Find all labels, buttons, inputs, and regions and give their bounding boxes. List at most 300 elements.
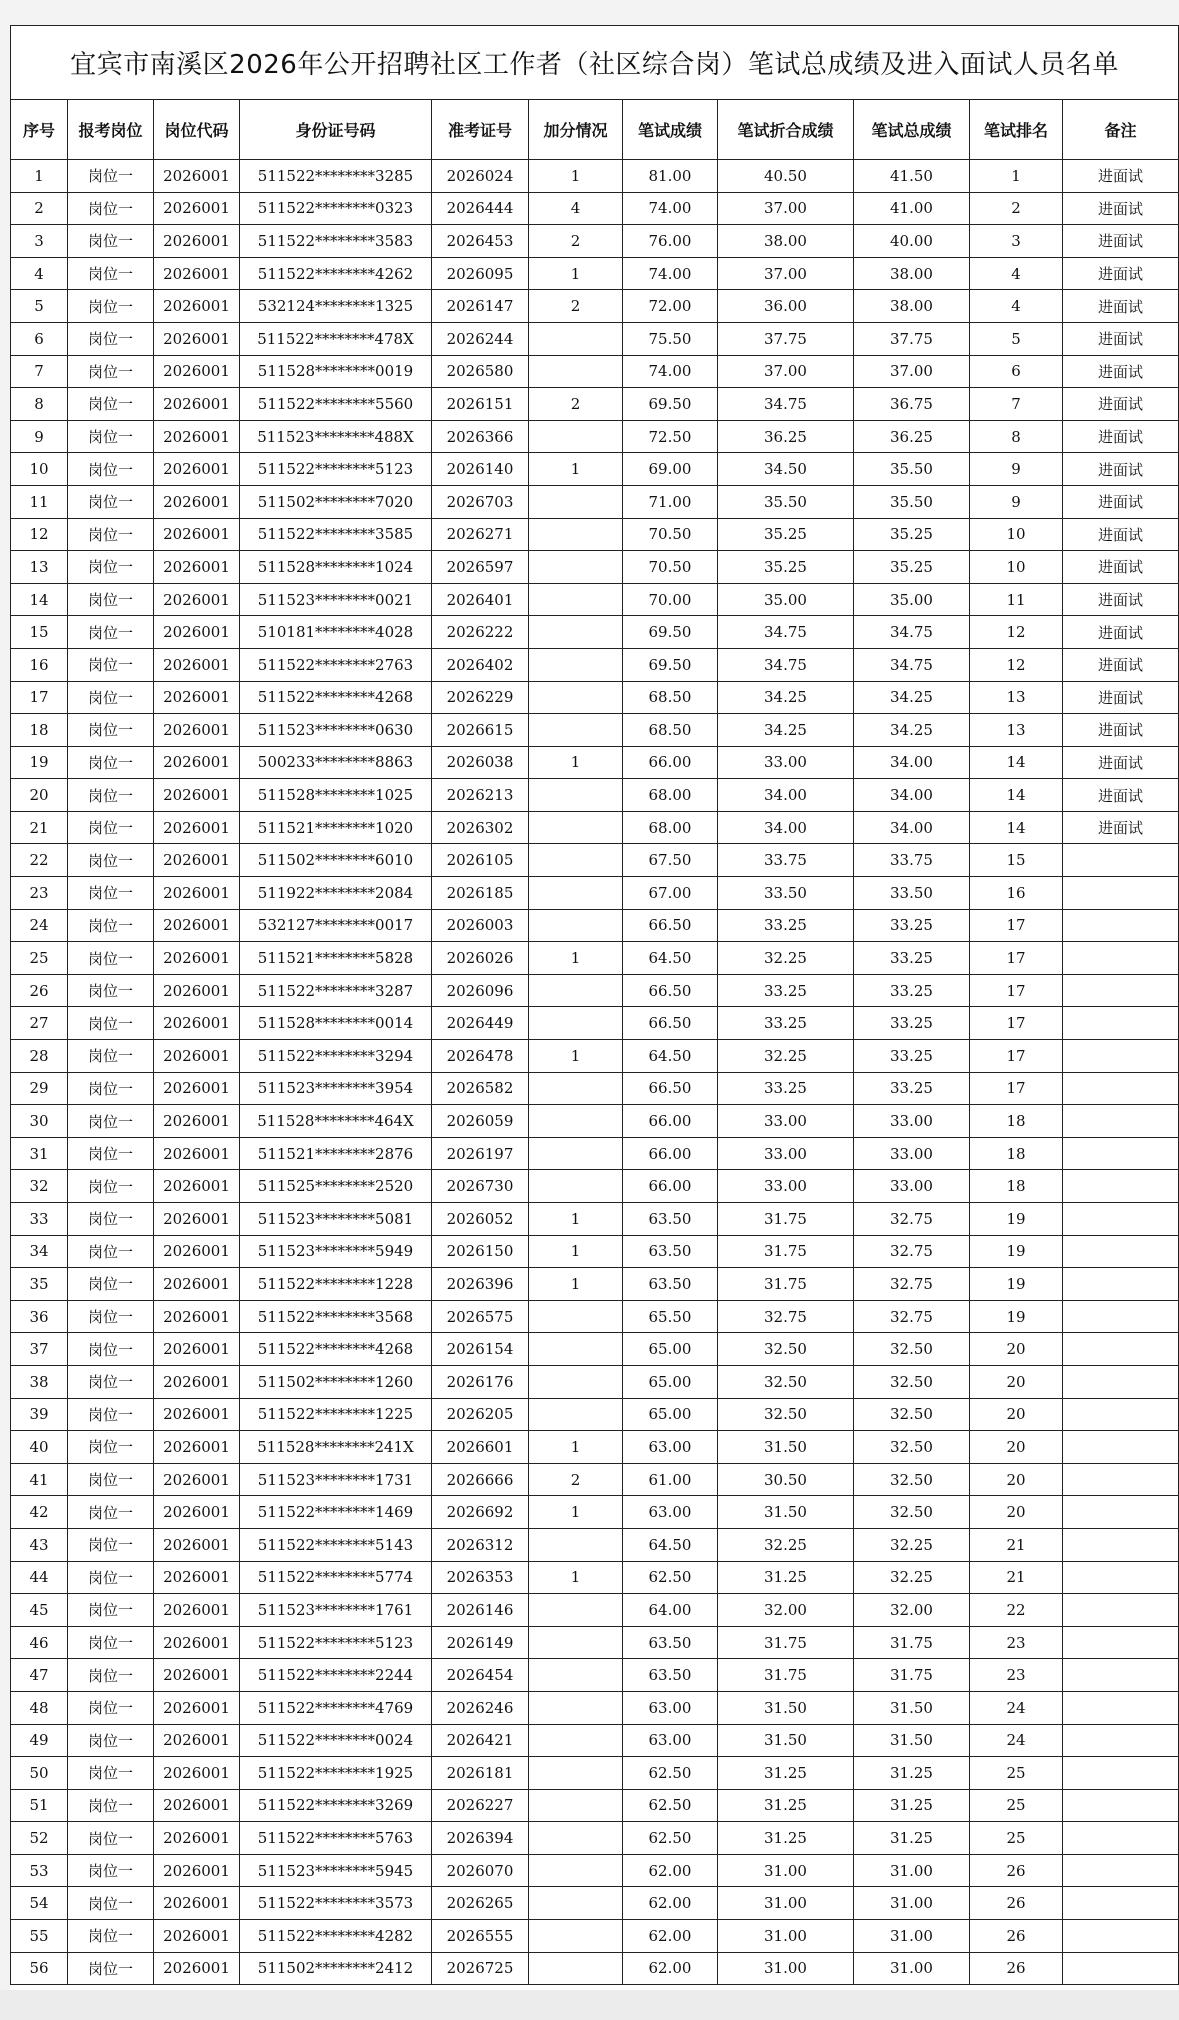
col-total-score-cell: 32.50: [854, 1398, 970, 1431]
col-seq-cell: 40: [11, 1431, 68, 1464]
col-id-number-cell: 511522********3585: [240, 518, 432, 551]
col-id-number-cell: 511522********5763: [240, 1822, 432, 1855]
col-post-cell: 岗位一: [68, 1594, 154, 1627]
col-remark-cell: [1063, 1691, 1179, 1724]
col-post-code-cell: 2026001: [154, 616, 240, 649]
col-post-cell: 岗位一: [68, 1365, 154, 1398]
col-remark-cell: [1063, 1333, 1179, 1366]
col-bonus-cell: 2: [529, 290, 623, 323]
col-written-score-cell: 66.00: [623, 746, 718, 779]
col-total-score-cell: 31.25: [854, 1789, 970, 1822]
col-exam-number-cell: 2026449: [432, 1007, 529, 1040]
col-post-cell: 岗位一: [68, 290, 154, 323]
col-remark-cell: [1063, 1463, 1179, 1496]
col-exam-number-cell: 2026555: [432, 1920, 529, 1953]
col-seq-cell: 29: [11, 1072, 68, 1105]
col-post-cell: 岗位一: [68, 453, 154, 486]
page-bottom-shadow: [0, 1990, 1179, 2020]
col-seq-cell: 47: [11, 1659, 68, 1692]
col-written-score-cell: 64.50: [623, 1528, 718, 1561]
table-row: [11, 648, 1179, 681]
col-post-cell: 岗位一: [68, 1333, 154, 1366]
col-id-number-cell: 511523********5949: [240, 1235, 432, 1268]
col-remark-cell: 进面试: [1063, 681, 1179, 714]
col-exam-number-cell: 2026615: [432, 714, 529, 747]
col-post-cell: 岗位一: [68, 974, 154, 1007]
table-row: [11, 1105, 1179, 1138]
col-written-score-cell: 63.00: [623, 1431, 718, 1464]
table-row: [11, 225, 1179, 258]
col-post-cell: 岗位一: [68, 1072, 154, 1105]
col-converted-score-cell: 33.75: [718, 844, 854, 877]
col-rank-cell: 4: [970, 257, 1063, 290]
col-rank-cell: 13: [970, 714, 1063, 747]
col-rank-cell: 3: [970, 225, 1063, 258]
col-rank-cell: 20: [970, 1333, 1063, 1366]
col-post-code-cell: 2026001: [154, 746, 240, 779]
col-bonus-cell: [529, 1365, 623, 1398]
col-converted-score-cell: 31.50: [718, 1724, 854, 1757]
col-id-number-cell: 511522********3294: [240, 1040, 432, 1073]
col-written-score-cell: 69.00: [623, 453, 718, 486]
col-converted-score-cell: 31.75: [718, 1626, 854, 1659]
col-converted-score-cell: 31.00: [718, 1887, 854, 1920]
col-written-score-cell: 70.00: [623, 583, 718, 616]
col-total-score-cell: 36.75: [854, 388, 970, 421]
col-exam-number-cell: 2026151: [432, 388, 529, 421]
col-total-score-cell: 41.50: [854, 160, 970, 193]
col-bonus-cell: 1: [529, 257, 623, 290]
col-rank-cell: 18: [970, 1137, 1063, 1170]
col-bonus-cell: 1: [529, 942, 623, 975]
col-rank-cell: 16: [970, 877, 1063, 910]
col-bonus-cell: 2: [529, 225, 623, 258]
col-id-number-cell: 511522********4769: [240, 1691, 432, 1724]
col-remark-cell: [1063, 1822, 1179, 1855]
col-total-score-cell: 31.25: [854, 1757, 970, 1790]
col-seq-cell: 41: [11, 1463, 68, 1496]
col-total-score-cell: 33.00: [854, 1137, 970, 1170]
col-post-cell: 岗位一: [68, 1691, 154, 1724]
col-seq-cell: 49: [11, 1724, 68, 1757]
col-seq-cell: 10: [11, 453, 68, 486]
col-exam-number-cell: 2026692: [432, 1496, 529, 1529]
col-seq-cell: 17: [11, 681, 68, 714]
col-post-cell: 岗位一: [68, 909, 154, 942]
col-total-score-cell: 38.00: [854, 257, 970, 290]
col-id-number-cell: 532127********0017: [240, 909, 432, 942]
col-rank-cell: 14: [970, 811, 1063, 844]
col-rank-cell: 25: [970, 1757, 1063, 1790]
col-rank-cell: 20: [970, 1496, 1063, 1529]
col-id-number-cell: 511522********5774: [240, 1561, 432, 1594]
col-post-code-cell: 2026001: [154, 681, 240, 714]
col-bonus-cell: [529, 1952, 623, 1985]
table-row: [11, 518, 1179, 551]
col-written-score-cell: 66.50: [623, 1007, 718, 1040]
col-exam-number-cell: 2026197: [432, 1137, 529, 1170]
col-remark-cell: [1063, 1235, 1179, 1268]
col-bonus-cell: 1: [529, 453, 623, 486]
col-written-score-cell: 65.50: [623, 1300, 718, 1333]
col-seq-cell: 37: [11, 1333, 68, 1366]
col-total-score-cell: 33.25: [854, 1072, 970, 1105]
col-rank-cell: 1: [970, 160, 1063, 193]
col-converted-score-cell: 32.25: [718, 1040, 854, 1073]
table-row: [11, 1170, 1179, 1203]
col-id-number-cell: 511528********0019: [240, 355, 432, 388]
col-converted-score-cell: 31.75: [718, 1659, 854, 1692]
col-id-number-cell: 511523********5945: [240, 1854, 432, 1887]
col-converted-score-cell: 33.25: [718, 1007, 854, 1040]
col-id-number-cell: 511522********3583: [240, 225, 432, 258]
col-written-score-cell: 62.50: [623, 1789, 718, 1822]
col-seq-cell: 44: [11, 1561, 68, 1594]
col-post-cell: 岗位一: [68, 1040, 154, 1073]
col-seq-cell: 31: [11, 1137, 68, 1170]
col-seq-cell: 45: [11, 1594, 68, 1627]
col-remark-cell: 进面试: [1063, 648, 1179, 681]
col-remark-cell: [1063, 1789, 1179, 1822]
col-converted-score-cell: 35.50: [718, 485, 854, 518]
col-post-cell: 岗位一: [68, 877, 154, 910]
col-id-number-cell: 511522********4268: [240, 681, 432, 714]
col-exam-number-cell: 2026730: [432, 1170, 529, 1203]
col-written-score-cell: 66.50: [623, 1072, 718, 1105]
col-converted-score-cell: 34.25: [718, 681, 854, 714]
col-rank-cell: 19: [970, 1268, 1063, 1301]
col-bonus-cell: 1: [529, 1496, 623, 1529]
col-id-number-cell: 510181********4028: [240, 616, 432, 649]
col-bonus-cell: [529, 1528, 623, 1561]
col-seq-cell: 56: [11, 1952, 68, 1985]
col-bonus-cell: [529, 1659, 623, 1692]
col-written-score-cell: 65.00: [623, 1333, 718, 1366]
col-written-score-cell: 66.50: [623, 974, 718, 1007]
table-row: [11, 1137, 1179, 1170]
col-bonus-cell: [529, 1007, 623, 1040]
col-post-cell: 岗位一: [68, 1789, 154, 1822]
col-id-number-cell: 511522********1225: [240, 1398, 432, 1431]
col-converted-score-cell: 31.50: [718, 1431, 854, 1464]
table-row: [11, 355, 1179, 388]
col-rank-cell: 6: [970, 355, 1063, 388]
col-post-code-cell: 2026001: [154, 877, 240, 910]
col-post-cell: 岗位一: [68, 616, 154, 649]
col-post-code-cell: 2026001: [154, 225, 240, 258]
header-col-post: 报考岗位: [68, 100, 154, 160]
col-written-score-cell: 61.00: [623, 1463, 718, 1496]
col-bonus-cell: [529, 518, 623, 551]
col-remark-cell: [1063, 1561, 1179, 1594]
col-total-score-cell: 37.75: [854, 322, 970, 355]
col-total-score-cell: 31.50: [854, 1724, 970, 1757]
col-remark-cell: 进面试: [1063, 355, 1179, 388]
col-post-cell: 岗位一: [68, 1561, 154, 1594]
col-remark-cell: 进面试: [1063, 811, 1179, 844]
col-exam-number-cell: 2026052: [432, 1203, 529, 1236]
col-bonus-cell: [529, 1920, 623, 1953]
col-total-score-cell: 34.25: [854, 714, 970, 747]
col-post-cell: 岗位一: [68, 714, 154, 747]
col-remark-cell: 进面试: [1063, 225, 1179, 258]
col-bonus-cell: 2: [529, 388, 623, 421]
col-seq-cell: 30: [11, 1105, 68, 1138]
col-converted-score-cell: 31.00: [718, 1854, 854, 1887]
col-exam-number-cell: 2026154: [432, 1333, 529, 1366]
table-row: [11, 1561, 1179, 1594]
col-seq-cell: 21: [11, 811, 68, 844]
col-bonus-cell: [529, 420, 623, 453]
col-remark-cell: [1063, 1528, 1179, 1561]
col-rank-cell: 20: [970, 1431, 1063, 1464]
col-exam-number-cell: 2026146: [432, 1594, 529, 1627]
col-id-number-cell: 511528********1024: [240, 551, 432, 584]
col-seq-cell: 23: [11, 877, 68, 910]
col-exam-number-cell: 2026396: [432, 1268, 529, 1301]
col-written-score-cell: 67.50: [623, 844, 718, 877]
col-remark-cell: [1063, 1626, 1179, 1659]
col-rank-cell: 26: [970, 1854, 1063, 1887]
col-seq-cell: 50: [11, 1757, 68, 1790]
col-total-score-cell: 31.00: [854, 1920, 970, 1953]
col-converted-score-cell: 33.00: [718, 1137, 854, 1170]
col-rank-cell: 17: [970, 1007, 1063, 1040]
col-rank-cell: 7: [970, 388, 1063, 421]
col-id-number-cell: 511528********464X: [240, 1105, 432, 1138]
col-seq-cell: 6: [11, 322, 68, 355]
col-seq-cell: 25: [11, 942, 68, 975]
col-post-code-cell: 2026001: [154, 1757, 240, 1790]
col-rank-cell: 13: [970, 681, 1063, 714]
col-post-code-cell: 2026001: [154, 1105, 240, 1138]
table-row: [11, 583, 1179, 616]
col-remark-cell: 进面试: [1063, 714, 1179, 747]
col-rank-cell: 11: [970, 583, 1063, 616]
col-remark-cell: [1063, 942, 1179, 975]
col-post-code-cell: 2026001: [154, 942, 240, 975]
col-converted-score-cell: 31.25: [718, 1757, 854, 1790]
col-post-cell: 岗位一: [68, 942, 154, 975]
table-row: [11, 551, 1179, 584]
col-remark-cell: 进面试: [1063, 322, 1179, 355]
col-rank-cell: 17: [970, 974, 1063, 1007]
col-seq-cell: 15: [11, 616, 68, 649]
col-written-score-cell: 72.00: [623, 290, 718, 323]
col-total-score-cell: 33.00: [854, 1170, 970, 1203]
col-exam-number-cell: 2026024: [432, 160, 529, 193]
col-id-number-cell: 532124********1325: [240, 290, 432, 323]
col-id-number-cell: 511502********2412: [240, 1952, 432, 1985]
col-seq-cell: 55: [11, 1920, 68, 1953]
col-post-code-cell: 2026001: [154, 1691, 240, 1724]
col-remark-cell: [1063, 1105, 1179, 1138]
col-seq-cell: 1: [11, 160, 68, 193]
col-converted-score-cell: 32.25: [718, 1528, 854, 1561]
col-written-score-cell: 81.00: [623, 160, 718, 193]
col-exam-number-cell: 2026096: [432, 974, 529, 1007]
col-post-code-cell: 2026001: [154, 1040, 240, 1073]
header-col-post-code: 岗位代码: [154, 100, 240, 160]
col-post-code-cell: 2026001: [154, 1365, 240, 1398]
col-post-code-cell: 2026001: [154, 1137, 240, 1170]
table-row: [11, 257, 1179, 290]
col-written-score-cell: 76.00: [623, 225, 718, 258]
col-id-number-cell: 511523********488X: [240, 420, 432, 453]
header-col-exam-number: 准考证号: [432, 100, 529, 160]
col-written-score-cell: 63.00: [623, 1724, 718, 1757]
table-row: [11, 942, 1179, 975]
col-bonus-cell: [529, 583, 623, 616]
col-converted-score-cell: 31.75: [718, 1235, 854, 1268]
col-total-score-cell: 33.25: [854, 1007, 970, 1040]
col-exam-number-cell: 2026244: [432, 322, 529, 355]
col-total-score-cell: 40.00: [854, 225, 970, 258]
table-row: [11, 1691, 1179, 1724]
col-post-cell: 岗位一: [68, 257, 154, 290]
col-written-score-cell: 63.50: [623, 1203, 718, 1236]
col-converted-score-cell: 34.75: [718, 388, 854, 421]
table-row: [11, 1496, 1179, 1529]
col-total-score-cell: 32.50: [854, 1333, 970, 1366]
table-row: [11, 811, 1179, 844]
col-remark-cell: [1063, 1594, 1179, 1627]
table-row: [11, 1952, 1179, 1985]
col-remark-cell: [1063, 877, 1179, 910]
col-converted-score-cell: 40.50: [718, 160, 854, 193]
col-written-score-cell: 65.00: [623, 1365, 718, 1398]
col-id-number-cell: 511522********2244: [240, 1659, 432, 1692]
col-rank-cell: 26: [970, 1887, 1063, 1920]
col-converted-score-cell: 30.50: [718, 1463, 854, 1496]
col-converted-score-cell: 33.25: [718, 974, 854, 1007]
table-row: [11, 616, 1179, 649]
table-row: [11, 192, 1179, 225]
col-written-score-cell: 69.50: [623, 648, 718, 681]
col-total-score-cell: 32.75: [854, 1300, 970, 1333]
col-post-cell: 岗位一: [68, 648, 154, 681]
col-id-number-cell: 511523********5081: [240, 1203, 432, 1236]
table-row: [11, 1040, 1179, 1073]
col-converted-score-cell: 32.75: [718, 1300, 854, 1333]
col-post-cell: 岗位一: [68, 1854, 154, 1887]
col-exam-number-cell: 2026185: [432, 877, 529, 910]
col-post-code-cell: 2026001: [154, 1235, 240, 1268]
col-seq-cell: 11: [11, 485, 68, 518]
col-remark-cell: 进面试: [1063, 746, 1179, 779]
col-post-cell: 岗位一: [68, 779, 154, 812]
col-exam-number-cell: 2026176: [432, 1365, 529, 1398]
col-post-code-cell: 2026001: [154, 779, 240, 812]
col-id-number-cell: 511522********5123: [240, 1626, 432, 1659]
col-id-number-cell: 511522********5123: [240, 453, 432, 486]
col-post-cell: 岗位一: [68, 1203, 154, 1236]
col-total-score-cell: 33.25: [854, 1040, 970, 1073]
col-remark-cell: 进面试: [1063, 583, 1179, 616]
col-converted-score-cell: 31.25: [718, 1822, 854, 1855]
col-exam-number-cell: 2026229: [432, 681, 529, 714]
table-row: [11, 681, 1179, 714]
col-rank-cell: 19: [970, 1300, 1063, 1333]
col-bonus-cell: [529, 1887, 623, 1920]
col-exam-number-cell: 2026666: [432, 1463, 529, 1496]
col-bonus-cell: 1: [529, 1431, 623, 1464]
col-bonus-cell: [529, 1300, 623, 1333]
table-row: [11, 453, 1179, 486]
col-seq-cell: 43: [11, 1528, 68, 1561]
col-id-number-cell: 511502********7020: [240, 485, 432, 518]
header-col-total-score: 笔试总成绩: [854, 100, 970, 160]
col-exam-number-cell: 2026312: [432, 1528, 529, 1561]
col-exam-number-cell: 2026401: [432, 583, 529, 616]
col-post-cell: 岗位一: [68, 1463, 154, 1496]
col-written-score-cell: 65.00: [623, 1398, 718, 1431]
col-total-score-cell: 31.75: [854, 1659, 970, 1692]
col-seq-cell: 52: [11, 1822, 68, 1855]
col-seq-cell: 26: [11, 974, 68, 1007]
col-post-cell: 岗位一: [68, 1757, 154, 1790]
col-converted-score-cell: 31.00: [718, 1952, 854, 1985]
col-rank-cell: 15: [970, 844, 1063, 877]
col-exam-number-cell: 2026453: [432, 225, 529, 258]
col-seq-cell: 35: [11, 1268, 68, 1301]
col-rank-cell: 25: [970, 1789, 1063, 1822]
col-exam-number-cell: 2026580: [432, 355, 529, 388]
col-post-cell: 岗位一: [68, 1007, 154, 1040]
col-id-number-cell: 511523********1731: [240, 1463, 432, 1496]
col-bonus-cell: [529, 974, 623, 1007]
table-row: [11, 1072, 1179, 1105]
col-bonus-cell: [529, 1333, 623, 1366]
col-bonus-cell: [529, 1789, 623, 1822]
col-total-score-cell: 34.75: [854, 616, 970, 649]
col-id-number-cell: 511523********0630: [240, 714, 432, 747]
col-id-number-cell: 511521********2876: [240, 1137, 432, 1170]
col-exam-number-cell: 2026725: [432, 1952, 529, 1985]
col-post-cell: 岗位一: [68, 485, 154, 518]
col-exam-number-cell: 2026302: [432, 811, 529, 844]
col-converted-score-cell: 32.50: [718, 1333, 854, 1366]
col-remark-cell: 进面试: [1063, 616, 1179, 649]
col-post-cell: 岗位一: [68, 1235, 154, 1268]
col-remark-cell: 进面试: [1063, 453, 1179, 486]
col-post-code-cell: 2026001: [154, 1952, 240, 1985]
col-converted-score-cell: 32.00: [718, 1594, 854, 1627]
col-post-cell: 岗位一: [68, 1952, 154, 1985]
col-seq-cell: 9: [11, 420, 68, 453]
col-id-number-cell: 511522********3287: [240, 974, 432, 1007]
col-rank-cell: 18: [970, 1105, 1063, 1138]
col-post-code-cell: 2026001: [154, 257, 240, 290]
col-exam-number-cell: 2026150: [432, 1235, 529, 1268]
col-exam-number-cell: 2026003: [432, 909, 529, 942]
col-bonus-cell: 1: [529, 1268, 623, 1301]
col-bonus-cell: [529, 1398, 623, 1431]
col-seq-cell: 28: [11, 1040, 68, 1073]
col-post-cell: 岗位一: [68, 1137, 154, 1170]
col-remark-cell: [1063, 1040, 1179, 1073]
col-exam-number-cell: 2026353: [432, 1561, 529, 1594]
col-rank-cell: 26: [970, 1920, 1063, 1953]
header-col-bonus: 加分情况: [529, 100, 623, 160]
col-written-score-cell: 62.50: [623, 1561, 718, 1594]
col-post-cell: 岗位一: [68, 388, 154, 421]
col-converted-score-cell: 32.25: [718, 942, 854, 975]
col-exam-number-cell: 2026271: [432, 518, 529, 551]
col-post-code-cell: 2026001: [154, 844, 240, 877]
col-converted-score-cell: 34.75: [718, 648, 854, 681]
col-total-score-cell: 31.00: [854, 1854, 970, 1887]
